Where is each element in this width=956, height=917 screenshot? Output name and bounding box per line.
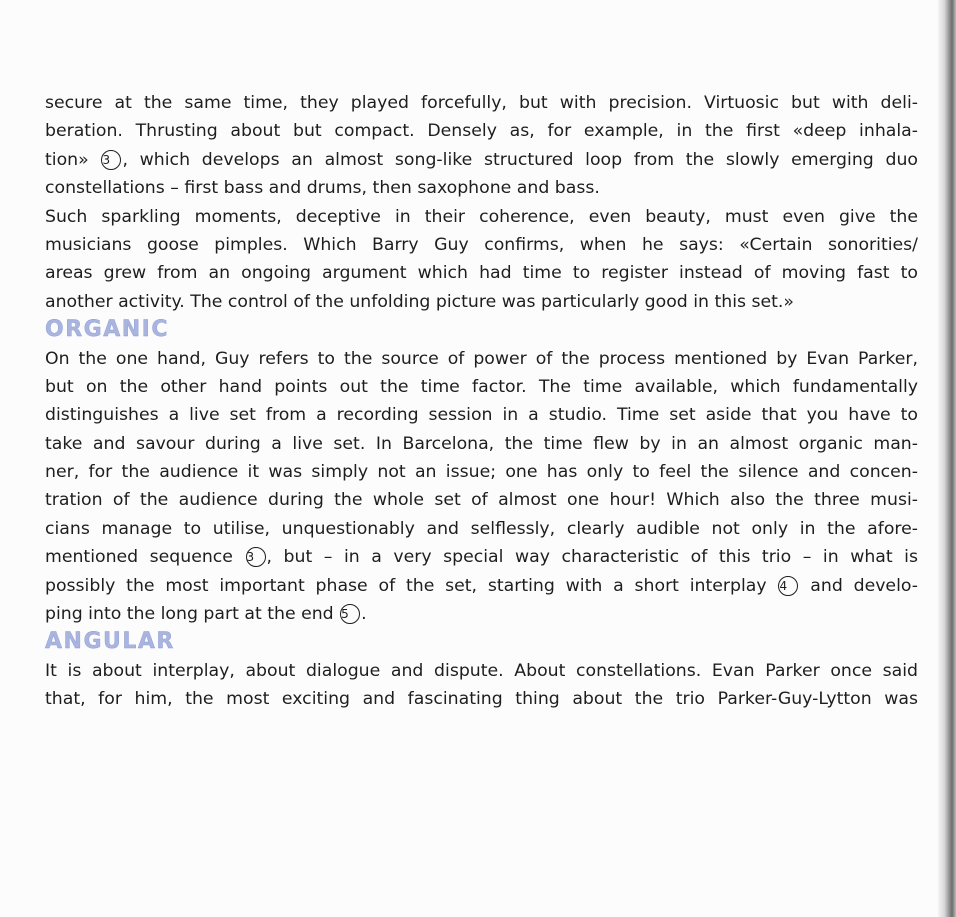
body-line: secure at the same time, they played forcefully, but with precision. Virtuosic but with deli-	[45, 93, 918, 113]
body-line: musicians goose pimples. Which Barry Guy confirms, when he says: «Certain sonorities/	[45, 234, 918, 255]
body-line	[45, 600, 918, 628]
body-line: constellations – first bass and drums, then saxophone and bass.	[45, 178, 600, 199]
text-fragment: and develo-	[810, 575, 918, 596]
section-heading-organic: ORGANIC	[45, 317, 169, 343]
body-line: It is about interplay, about dialogue and dispute. About constellations. Evan Parker once said	[45, 660, 918, 681]
text-fragment: ping into the long part at the end	[45, 604, 334, 625]
body-line: areas grew from an ongoing argument which had time to register instead of moving fast to	[45, 263, 918, 284]
circled-number-marker: 3	[246, 547, 266, 567]
body-line: that, for him, the most exciting and fascinating thing about the trio Parker-Guy-Lytton was	[45, 689, 918, 710]
body-line: distinguishes a live set from a recording session in a studio. Time set aside that you have to	[45, 405, 918, 426]
text-block	[45, 89, 918, 714]
body-line: On the one hand, Guy refers to the source of power of the process mentioned by Evan Parker,	[45, 348, 918, 369]
body-line: Such sparkling moments, deceptive in their coherence, even beauty, must even give the	[45, 206, 918, 227]
body-line: take and savour during a live set. In Barcelona, the time flew by in an almost organic man-	[45, 433, 918, 454]
body-line	[45, 543, 918, 571]
circled-number-marker: 3	[101, 150, 121, 170]
text-fragment: mentioned sequence	[45, 547, 233, 568]
body-line	[45, 572, 918, 600]
text-fragment: possibly the most important phase of the set, starting with a short interplay	[45, 575, 767, 596]
text-fragment: , but – in a very special way characteristic of this trio – in what is	[266, 547, 918, 568]
circled-number-marker: 5	[340, 604, 360, 624]
body-line: another activity. The control of the unfolding picture was particularly good in this set.»	[45, 291, 794, 312]
circled-number-marker: 4	[778, 576, 798, 596]
body-line: tration of the audience during the whole set of almost one hour! Which also the three musi-	[45, 490, 918, 511]
text-fragment: .	[361, 604, 367, 625]
text-fragment: tion»	[45, 149, 89, 170]
body-line: but on the other hand points out the time factor. The time available, which fundamentally	[45, 376, 918, 397]
body-line: cians manage to utilise, unquestionably and selflessly, clearly audible not only in the afore-	[45, 518, 918, 539]
body-line	[45, 146, 918, 174]
page-spine-shadow	[938, 0, 956, 917]
body-line: beration. Thrusting about but compact. Densely as, for example, in the first «deep inhala-	[45, 121, 918, 142]
body-line: ner, for the audience it was simply not an issue; one has only to feel the silence and concen-	[45, 462, 918, 483]
text-fragment: , which develops an almost song-like structured loop from the slowly emerging duo	[122, 149, 918, 170]
section-heading-angular: ANGULAR	[45, 629, 175, 655]
